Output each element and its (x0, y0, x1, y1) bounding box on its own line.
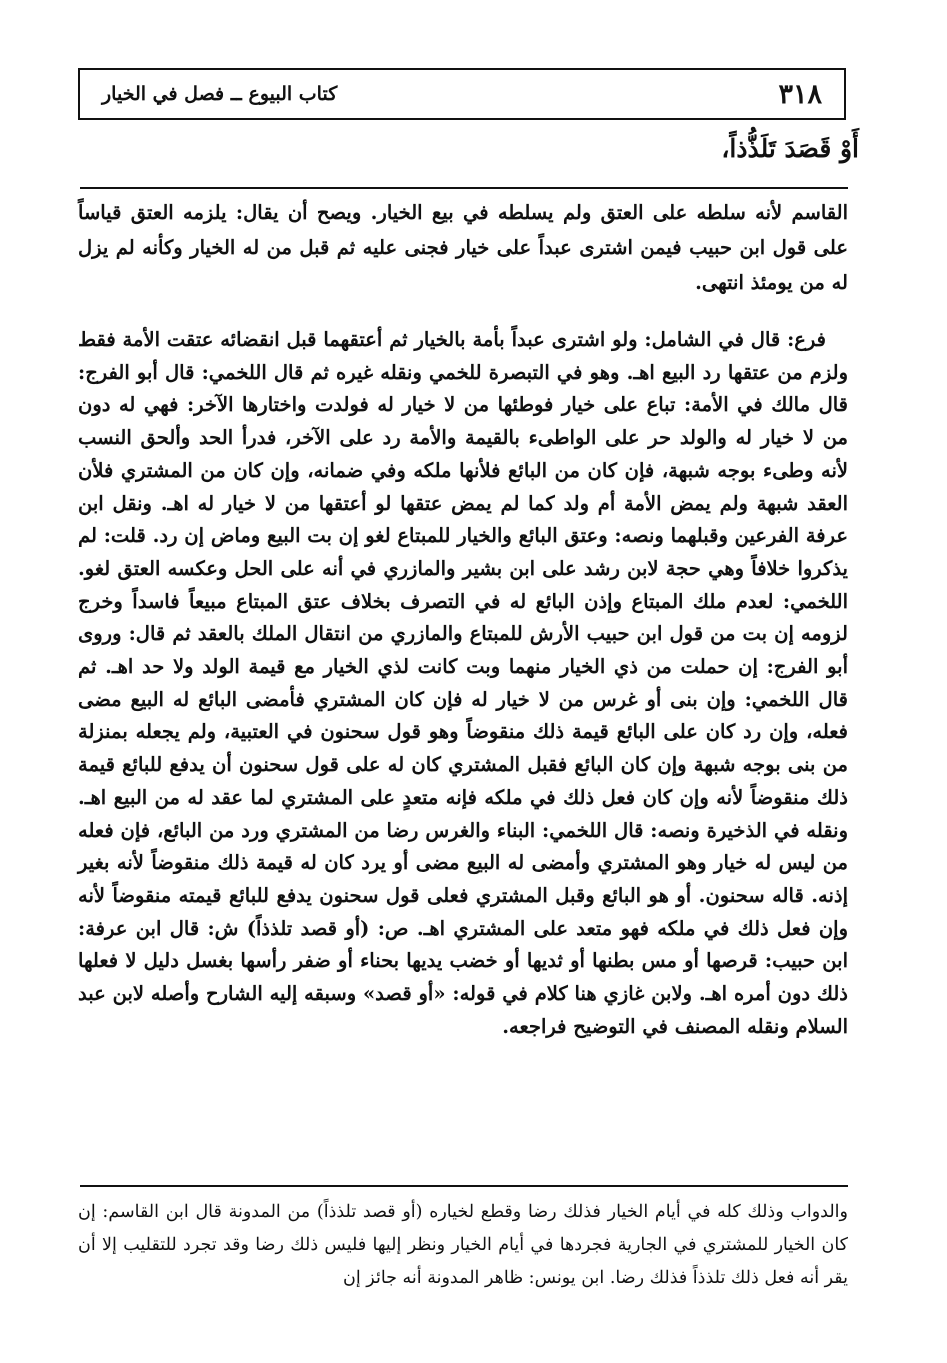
running-title: كتاب البيوع ــ فصل في الخيار (102, 83, 338, 105)
page-number: ٣١٨ (778, 78, 822, 110)
page-header (78, 68, 846, 120)
separator-rule-footnote (80, 1185, 848, 1187)
separator-rule-top (80, 187, 848, 189)
commentary-continuation: القاسم لأنه سلطه على العتق ولم يسلطه في بيع الخيار. ويصح أن يقال: يلزمه العتق قياساً على قول ابن حبيب فيمن اشترى عبداً على خيار فجنى عليه ثم قبل من له الخيار وكأنه لم يزل له من يومئذ انتهى. (78, 201, 848, 294)
commentary-paragraph: فرع: قال في الشامل: ولو اشترى عبداً بأمة بالخيار ثم أعتقهما قبل انقضائه عتقت الأمة فقط ولزم من عتقها رد البيع اهـ. وهو في التبصرة للخمي ونقله غيره ثم قال اللخمي: قال أبو الفرج: قال مالك في الأمة: تباع على خيار فوطئها من لا خيار له فولدت واختارها الآخر: فهي له دون من لا خيار له والولد حر على الواطىء بالقيمة والأمة رد على الآخر، فدرأ الحد وألحق النسب لأنه وطىء بوجه شبهة، فإن كان من البائع فلأنها ملكه وفي ضمانه، وإن كان من المشتري فلأن العقد شبهة ولم يمض الأمة أم ولد كما لم يمض عتقها لو أعتقها من لا خيار له اهـ. ونقل ابن عرفة الفرعين وقبلهما ونصه: وعتق البائع والخيار للمبتاع لغو إن بت البيع وماض إن رد. قلت: لم يذكروا خلافاً وهي حجة لابن رشد على ابن بشير والمازري في أنه على الحل وعكسه العتق لغو. اللخمي: لعدم ملك المبتاع وإذن البائع له في التصرف بخلاف عتق المبتاع مبيعاً فاسداً وخرج لزومه إن بت من قول ابن حبيب الأرش للمبتاع والمازري من انتقال الملك بالعقد ثم قال: وروى أبو الفرج: إن حملت من ذي الخيار منهما وبت كانت لذي الخيار مع قيمة الولد ولا حد اهـ. ثم قال اللخمي: وإن بنى أو غرس من لا خيار له فإن كان المشتري فأمضى البائع له البيع مضى فعله، وإن رد كان على البائع قيمة ذلك منقوضاً وهو قول سحنون في العتبية، ولم يجعله بمنزلة من بنى بوجه شبهة وإن كان البائع فقبل المشتري كان له على قول سحنون أن يدفع للبائع قيمة ذلك منقوضاً لأنه وإن كان فعل ذلك في ملكه فإنه متعدٍ على المشتري لما عقد له من البيع اهـ. ونقله في الذخيرة ونصه: قال اللخمي: البناء والغرس رضا من المشتري ورد من البائع، فإن فعله من ليس له خيار وهو المشتري وأمضى له البيع مضى أو يرد كان له قيمة ذلك منقوضاً لأنه بغير إذنه. قاله سحنون. أو هو البائع وقبل المشتري فعلى قول سحنون يدفع للبائع قيمته منقوضاً لأنه وإن فعل ذلك في ملكه فهو متعد على المشتري اهـ. ص: (أو قصد تلذذاً) ش: قال ابن عرفة: ابن حبيب: قرصها أو مس بطنها أو ثديها أو خضب يديها بحناء أو ضفر رأسها بغسل دليل لا فعلها ذلك دون أمره اهـ. ولابن غازي هنا كلام في قوله: «أو قصد» وسبقه إليه الشارح وأصله لابن عبد السلام ونقله المصنف في التوضيح فراجعه. (78, 328, 848, 1038)
footnote-text: والدواب وذلك كله في أيام الخيار فذلك رضا وقطع لخياره (أو قصد تلذذاً) من المدونة قال ابن القاسم: إن كان الخيار للمشتري في الجارية فجردها في أيام الخيار ونظر إليها فليس ذلك رضا وقد تجرد للتقليب إلا أن يقر أنه فعل ذلك تلذذاً فذلك رضا. ابن يونس: ظاهر المدونة أنه جائز إن (78, 1202, 848, 1288)
matn-text: أَوْ قَصَدَ تَلَذُّذاً، (721, 134, 859, 163)
commentary-main (78, 324, 848, 1043)
